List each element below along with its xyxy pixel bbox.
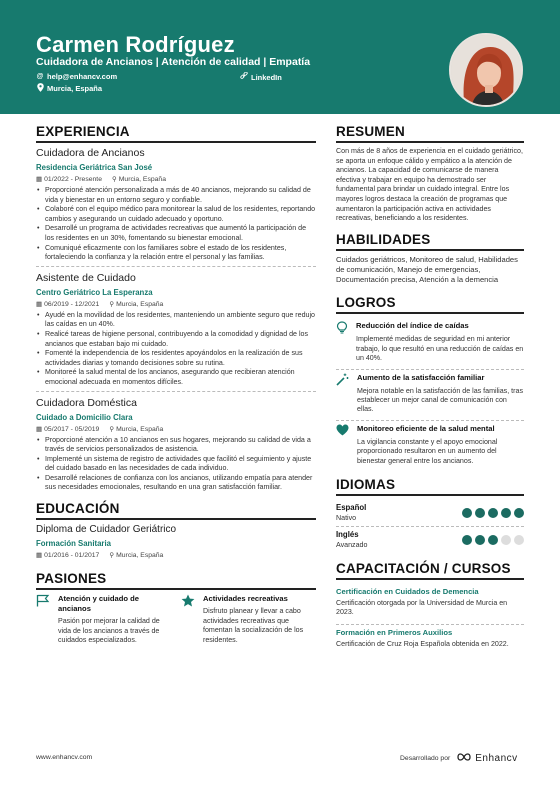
- star-icon: [181, 594, 195, 646]
- job-bullet: • Desarrollé relaciones de confianza con los ancianos, utilizando empatía para atender sus necesidades emocionales, resultando en una gran satisfacción familiar.: [36, 474, 316, 493]
- job-dates: 05/2017 - 05/2019: [44, 425, 100, 433]
- achievement-body: [357, 424, 524, 466]
- location-text: Murcia, España: [47, 84, 103, 93]
- job-bullets: [36, 311, 316, 388]
- passions-section: [36, 571, 316, 646]
- achievement-title: Aumento de la satisfacción familiar: [357, 372, 485, 382]
- experience-heading: EXPERIENCIA: [36, 124, 316, 143]
- location-contact: [36, 83, 102, 94]
- job-location: Murcia, España: [116, 300, 164, 308]
- job-bullet: • Realicé tareas de higiene personal, contribuyendo a la comodidad y dignidad de los ancianos que estaban bajo mi cuidado.: [36, 330, 316, 349]
- rating-dot: [475, 535, 485, 545]
- course-desc: Certificación de Cruz Roja Española obtenida en 2022.: [336, 639, 509, 648]
- languages-heading: IDIOMAS: [336, 477, 524, 496]
- summary-text: Con más de 8 años de experiencia en el cuidado geriátrico, se aporta un enfoque cálido y empático a la atención de ancianos. La capacidad de comunicarse de manera efectiva y trabajar en equipo ha demostrado ser fundamental para brindar un cuidado integral. Entre los mayores logros destaca la creación de programas que aumentaron la participación activa en actividades recreativas, beneficiando a los residentes.: [336, 147, 523, 223]
- skills-heading: HABILIDADES: [336, 232, 524, 251]
- rating-dot: [462, 508, 472, 518]
- job-company: Centro Geriátrico La Esperanza: [36, 287, 153, 297]
- location-pin-icon: ⚲: [109, 300, 115, 308]
- brand-name: Enhancv: [475, 752, 518, 764]
- job-bullet: • Ayudé en la movilidad de los residentes, manteniendo un ambiente seguro que redujo las caídas en un 40%.: [36, 311, 316, 330]
- education-location: Murcia, España: [116, 552, 164, 560]
- education-degree: Diploma de Cuidador Geriátrico: [36, 524, 177, 536]
- passions-heading: PASIONES: [36, 571, 316, 590]
- flag-icon: [36, 594, 50, 646]
- passions-list: [36, 594, 316, 646]
- passion-title: Actividades recreativas: [203, 594, 288, 604]
- experience-section: [36, 124, 316, 496]
- profile-photo: [449, 33, 523, 107]
- job-bullet: • Fomenté la independencia de los residentes apoyándolos en la realización de sus actividades diarias y tomando decisiones sobre su rutina.: [36, 349, 316, 368]
- passion-body: [203, 594, 316, 646]
- job-dates-wrap: [36, 425, 99, 433]
- job-location-wrap: [112, 175, 166, 183]
- achievement-desc: La vigilancia constante y el apoyo emocional proporcionado resultaron en un aumento del bienestar general entre los ancianos.: [357, 437, 498, 465]
- passion-desc: Disfruto planear y llevar a cabo actividades recreativas que fomentan la socialización de los residentes.: [203, 607, 304, 644]
- passion-item: [36, 594, 171, 646]
- courses-heading: CAPACITACIÓN / CURSOS: [336, 561, 524, 580]
- job-bullet: • Proporcioné atención a 10 ancianos en sus hogares, mejorando su calidad de vida a través de servicios personalizados de asistencia.: [36, 436, 316, 455]
- brand-logo[interactable]: [456, 751, 517, 765]
- passion-desc: Pasión por mejorar la calidad de vida de los ancianos a través de cuidados especializados.: [58, 617, 160, 645]
- education-school: Formación Sanitaria: [36, 539, 111, 549]
- rating-dot: [488, 535, 498, 545]
- skills-text: Cuidados geriátricos, Monitoreo de salud, Habilidades de comunicación, Manejo de emergencias, Documentación precisa, Atención a la demencia: [336, 254, 518, 285]
- job-bullets: [36, 436, 316, 494]
- job-title: Cuidadora de Ancianos: [36, 147, 145, 159]
- resume-header: [0, 0, 560, 114]
- course-item: [336, 625, 524, 655]
- skills-section: [336, 232, 524, 286]
- location-pin-icon: ⚲: [111, 176, 117, 183]
- education-heading: EDUCACIÓN: [36, 501, 316, 520]
- left-column: [36, 124, 316, 646]
- job-dates: 01/2022 - Presente: [44, 176, 102, 183]
- job-dates-wrap: [36, 300, 99, 308]
- experience-list: [36, 147, 316, 496]
- location-pin-icon: ⚲: [109, 552, 115, 560]
- job-company: Residencia Geriátrica San José: [36, 163, 153, 172]
- calendar-icon: ▦: [36, 300, 43, 308]
- achievement-item: [336, 370, 524, 421]
- job-company: Cuidado a Domicilio Clara: [36, 412, 133, 422]
- education-dates-wrap: [36, 551, 99, 559]
- rating-dot: [514, 535, 524, 545]
- language-info: [336, 503, 366, 522]
- rating-dot: [475, 508, 485, 518]
- course-desc: Certificación otorgada por la Universidad de Murcia en 2023.: [336, 599, 508, 617]
- footer-branding: [400, 751, 518, 765]
- achievement-title: Monitoreo eficiente de la salud mental: [357, 423, 495, 433]
- job-bullet: • Colaboré con el equipo médico para monitorear la salud de los residentes, reportando cambios y asegurando un cuidado adecuado y oportuno.: [36, 205, 316, 224]
- education-location-wrap: [109, 551, 163, 559]
- rating-dot: [514, 508, 524, 518]
- heart-icon: [336, 424, 349, 466]
- calendar-icon: ▦: [36, 176, 43, 183]
- job-dates-wrap: [36, 175, 102, 183]
- education-dates: 01/2016 - 01/2017: [44, 552, 100, 560]
- location-pin-icon: ⚲: [109, 425, 115, 433]
- job-meta: [36, 300, 316, 308]
- job-location: Murcia, España: [118, 176, 166, 183]
- passion-item: [181, 594, 316, 646]
- job-bullets: [36, 186, 316, 263]
- languages-section: [336, 477, 524, 553]
- link-icon: [240, 72, 248, 82]
- magic-wand-icon: [336, 373, 349, 415]
- calendar-icon: ▦: [36, 552, 43, 560]
- footer-website[interactable]: www.enhancv.com: [36, 754, 93, 761]
- language-item: [336, 500, 524, 527]
- education-meta: [36, 551, 316, 559]
- job-bullet: • Proporcioné atención personalizada a más de 40 ancianos, mejorando su calidad de vida y bienestar en un entorno seguro y confiable.: [36, 186, 316, 205]
- email-contact[interactable]: [36, 72, 117, 81]
- language-rating: [462, 535, 524, 545]
- candidate-role: Cuidadora de Ancianos | Atención de calidad | Empatía: [36, 56, 311, 68]
- linkedin-text: LinkedIn: [251, 72, 282, 82]
- job-title: Cuidadora Doméstica: [36, 396, 137, 409]
- job-entry: [36, 397, 316, 497]
- rating-dot: [501, 535, 511, 545]
- job-location-wrap: [109, 300, 163, 308]
- job-bullet: • Monitoreé la salud mental de los ancianos, asegurando que recibieran atención emocional adecuada en momentos difíciles.: [36, 368, 316, 387]
- job-bullet: • Comuniqué eficazmente con los familiares sobre el estado de los residentes, fortaleciendo la confianza y la relación entre el personal y las familias.: [36, 244, 316, 263]
- job-meta: [36, 425, 316, 433]
- passion-body: [58, 594, 171, 646]
- summary-section: [336, 124, 524, 224]
- job-bullet: • Implementé un sistema de registro de actividades que facilitó el seguimiento y ajuste del cuidado basado en las necesidades de cada individuo.: [36, 455, 316, 474]
- rating-dot: [501, 508, 511, 518]
- language-level: Avanzado: [336, 541, 368, 550]
- achievement-desc: Implementé medidas de seguridad en mi anterior trabajo, lo que resultó en una reducción de caídas en un 40%.: [356, 335, 524, 363]
- right-column: [336, 124, 524, 655]
- course-item: [336, 584, 524, 625]
- course-title: Formación en Primeros Auxilios: [336, 627, 453, 637]
- education-section: [36, 501, 316, 559]
- summary-heading: RESUMEN: [336, 124, 524, 143]
- language-name: Inglés: [336, 530, 359, 540]
- achievements-heading: LOGROS: [336, 295, 524, 314]
- achievement-body: [357, 373, 524, 415]
- lightbulb-icon: [336, 321, 348, 363]
- email-text: help@enhancv.com: [47, 72, 118, 81]
- job-location-wrap: [109, 425, 163, 433]
- at-icon: @: [36, 73, 44, 80]
- candidate-name: Carmen Rodríguez: [36, 32, 235, 57]
- job-title: Asistente de Cuidado: [36, 271, 136, 284]
- language-item: [336, 527, 524, 553]
- achievement-desc: Mejora notable en la satisfacción de las familias, tras establecer un mejor canal de comunicación con ellas.: [357, 386, 523, 414]
- achievement-item: [336, 318, 524, 369]
- job-entry: [36, 147, 316, 267]
- job-location: Murcia, España: [116, 425, 164, 433]
- job-bullet: • Desarrollé un programa de actividades recreativas que aumentó la participación de los residentes en un 30%, fomentando su bienestar emocional.: [36, 224, 316, 243]
- language-name: Español: [336, 503, 367, 513]
- passion-title: Atención y cuidado de ancianos: [58, 594, 140, 614]
- achievements-list: [336, 318, 524, 471]
- achievements-section: [336, 295, 524, 471]
- calendar-icon: ▦: [36, 425, 43, 433]
- achievement-body: [356, 321, 524, 363]
- language-level: Nativo: [336, 514, 357, 523]
- location-pin-icon: [36, 83, 44, 94]
- job-entry: [36, 272, 316, 392]
- language-info: [336, 530, 367, 549]
- rating-dot: [462, 535, 472, 545]
- rating-dot: [488, 508, 498, 518]
- achievement-item: [336, 421, 524, 471]
- languages-list: [336, 500, 524, 553]
- achievement-title: Reducción del índice de caídas: [356, 321, 469, 331]
- job-meta: [36, 175, 316, 183]
- language-rating: [462, 508, 524, 518]
- developed-by-label: Desarrollado por: [400, 754, 451, 762]
- job-dates: 06/2019 - 12/2021: [44, 300, 100, 308]
- courses-list: [336, 584, 524, 655]
- course-title: Certificación en Cuidados de Demencia: [336, 587, 479, 597]
- courses-section: [336, 561, 524, 655]
- enhancv-logo-icon: [456, 751, 472, 765]
- linkedin-contact[interactable]: [240, 72, 282, 82]
